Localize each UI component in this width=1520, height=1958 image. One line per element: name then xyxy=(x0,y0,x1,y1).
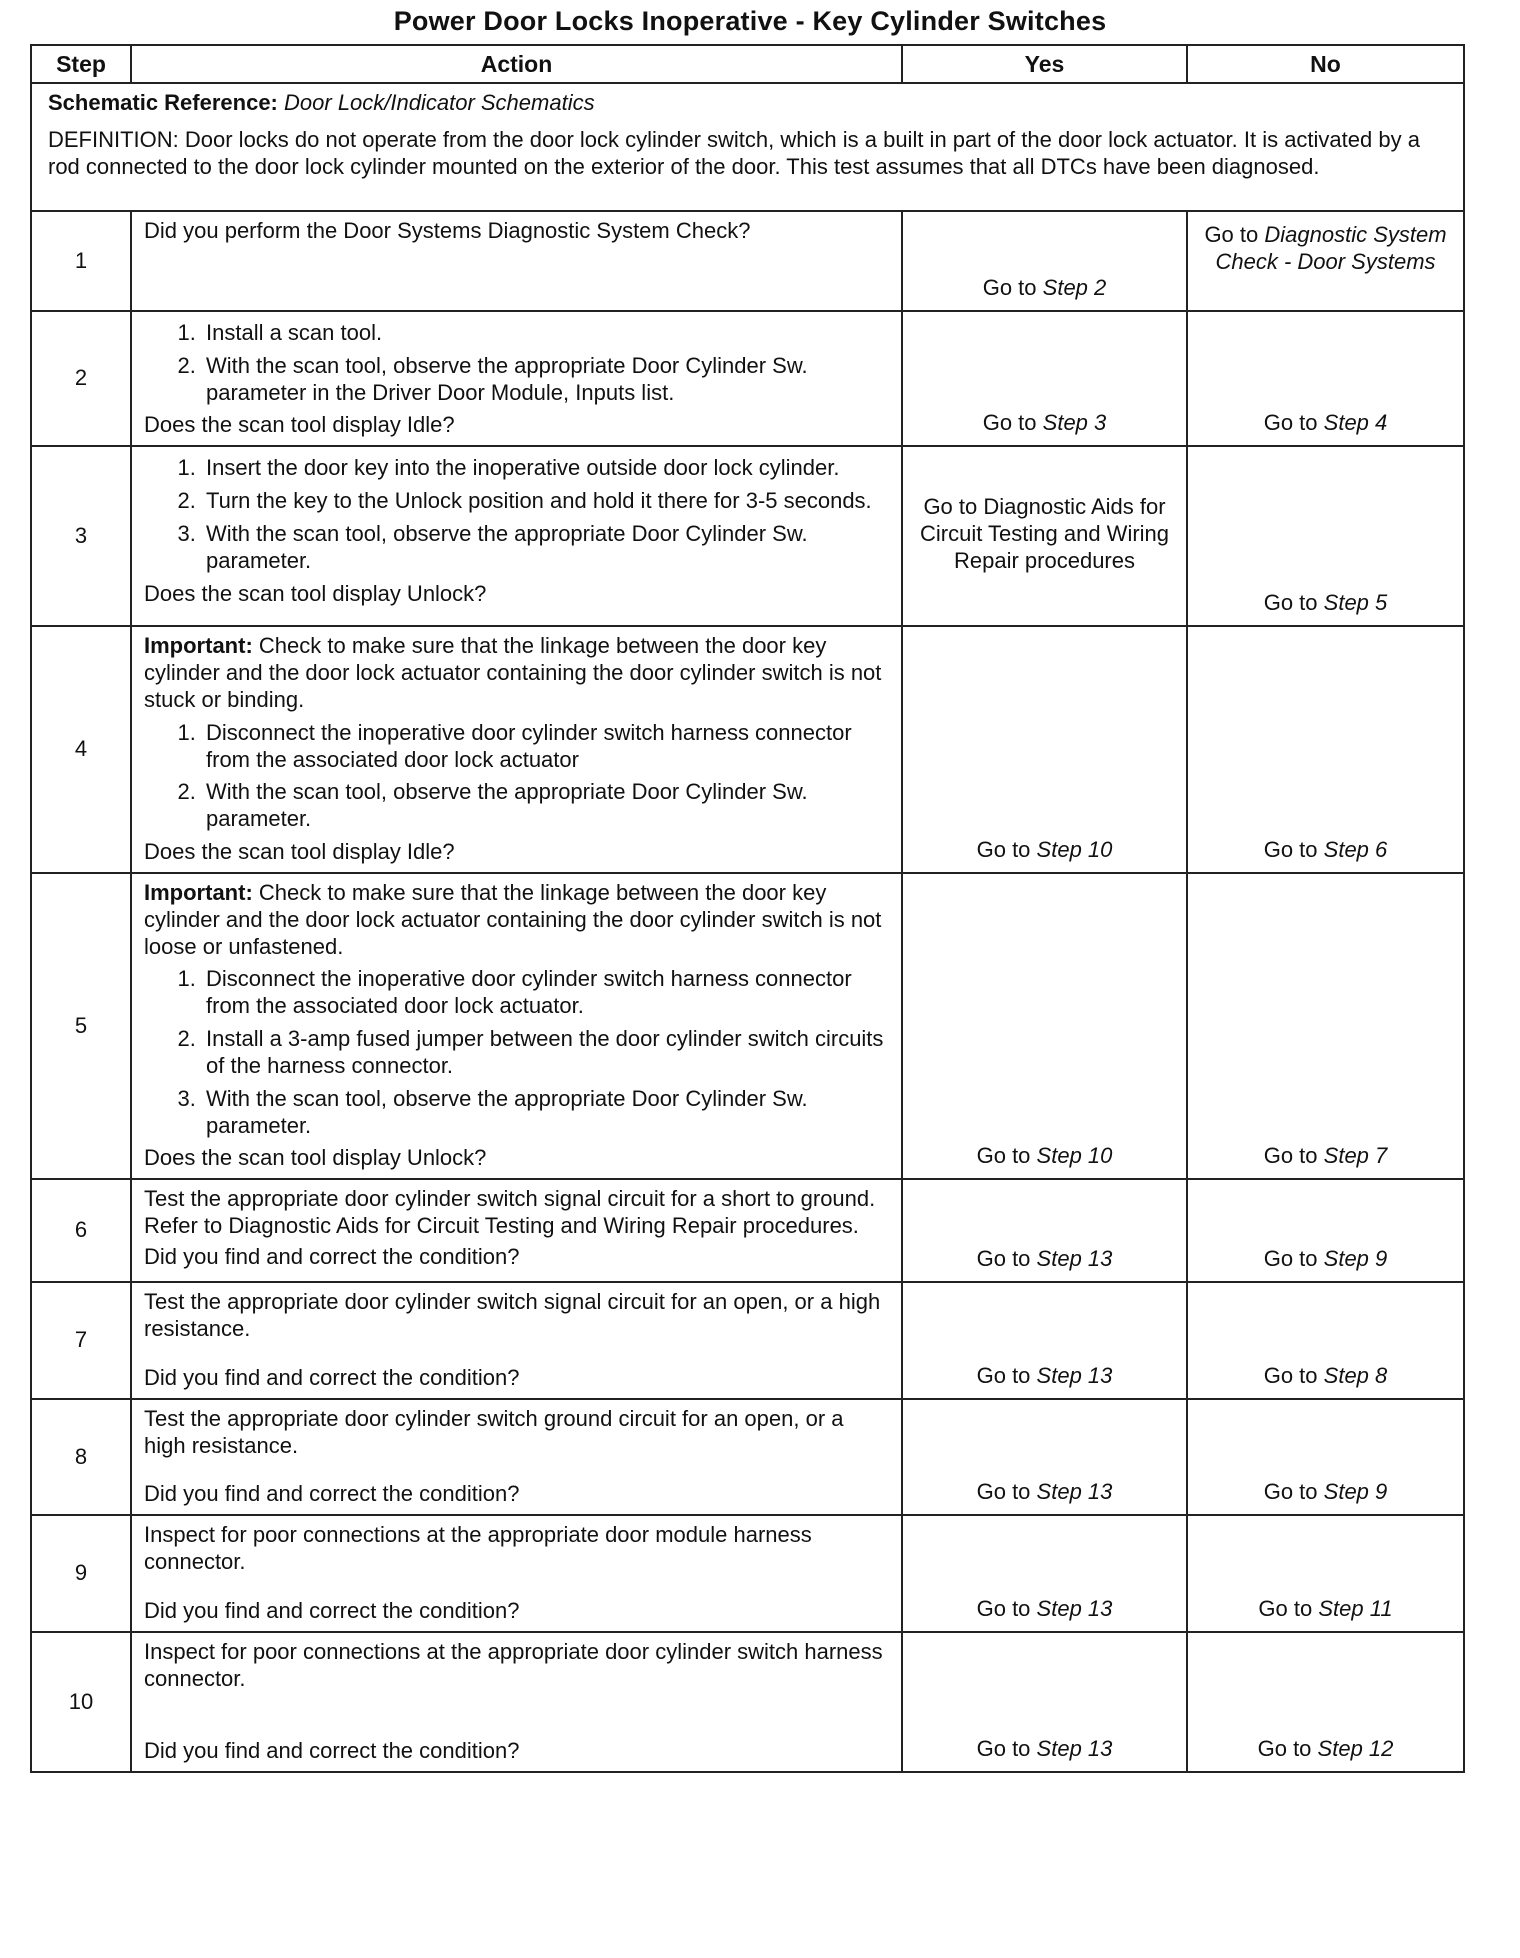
list-item: 2. With the scan tool, observe the appropriate Door Cylinder Sw. parameter in the Driver Door Module, Inputs list. xyxy=(202,353,891,407)
no-step-ref: Step 12 xyxy=(1317,1736,1394,1762)
diagnostic-table xyxy=(30,44,1465,1773)
go-to-label: Go to xyxy=(1204,222,1259,247)
go-to-label: Go to xyxy=(976,1736,1031,1762)
yes-cell xyxy=(902,873,1187,1179)
go-to-label: Go to xyxy=(982,410,1037,436)
no-cell xyxy=(1187,1282,1464,1398)
step-number: 1 xyxy=(31,211,131,311)
go-to-label: Go to xyxy=(1263,1143,1318,1169)
action-text: Test the appropriate door cylinder switch signal circuit for an open, or a high resistance. xyxy=(144,1289,881,1342)
go-to-label: Go to xyxy=(976,1479,1031,1505)
action-list xyxy=(144,320,891,406)
list-item: 3. With the scan tool, observe the appropriate Door Cylinder Sw. parameter. xyxy=(202,521,891,575)
table-row xyxy=(31,1515,1464,1631)
table-row xyxy=(31,211,1464,311)
no-step-ref: Step 5 xyxy=(1323,590,1388,616)
table-row xyxy=(31,1632,1464,1772)
step-question: Did you find and correct the condition? xyxy=(144,1481,520,1507)
action-cell xyxy=(131,1282,902,1398)
yes-step-ref: Step 13 xyxy=(1036,1362,1113,1388)
go-to-label: Go to xyxy=(1263,1362,1318,1388)
step-number: 2 xyxy=(31,311,131,446)
important-note xyxy=(144,633,891,713)
important-text: Check to make sure that the linkage between the door key cylinder and the door lock actuator containing the door cylinder switch is not stuck or binding. xyxy=(144,633,882,712)
yes-cell xyxy=(902,626,1187,873)
no-step-ref: Step 6 xyxy=(1323,837,1388,863)
table-row xyxy=(31,626,1464,873)
action-text: Inspect for poor connections at the appropriate door cylinder switch harness connector. xyxy=(144,1638,883,1691)
schematic-row xyxy=(31,83,1464,211)
header-no: No xyxy=(1187,45,1464,83)
no-cell xyxy=(1187,873,1464,1179)
yes-step-ref: Step 10 xyxy=(1036,837,1113,863)
definition-text: DEFINITION: Door locks do not operate from the door lock cylinder switch, which is a built in part of the door lock actuator. It is activated by a rod connected to the door lock cylinder mounted on the exterior of the door. This test assumes that all DTCs have been diagnosed. xyxy=(48,126,1420,179)
go-to-label: Go to xyxy=(976,1362,1031,1388)
table-row xyxy=(31,311,1464,446)
yes-step-ref: Step 13 xyxy=(1036,1246,1113,1272)
action-text: Test the appropriate door cylinder switch signal circuit for a short to ground. Refer to Diagnostic Aids for Circuit Testing and Wiring Repair procedures. xyxy=(144,1186,876,1239)
go-to-label: Go to xyxy=(1263,410,1318,436)
yes-text: Go to Diagnostic Aids for Circuit Testing and Wiring Repair procedures xyxy=(919,494,1170,573)
no-step-ref: Diagnostic System Check - Door Systems xyxy=(1215,222,1447,274)
schematic-cell xyxy=(31,83,1464,211)
no-step-ref: Step 7 xyxy=(1323,1143,1388,1169)
action-cell xyxy=(131,626,902,873)
schematic-value: Door Lock/Indicator Schematics xyxy=(284,90,595,115)
action-cell xyxy=(131,311,902,446)
important-label: Important: xyxy=(144,879,253,905)
yes-step-ref: Step 3 xyxy=(1042,410,1107,436)
step-question: Did you find and correct the condition? xyxy=(144,1243,520,1269)
action-cell xyxy=(131,873,902,1179)
yes-cell xyxy=(902,311,1187,446)
no-cell xyxy=(1187,446,1464,626)
yes-cell xyxy=(902,446,1187,626)
no-cell xyxy=(1187,1515,1464,1631)
header-yes: Yes xyxy=(902,45,1187,83)
action-text: Inspect for poor connections at the appropriate door module harness connector. xyxy=(144,1522,812,1575)
step-number: 8 xyxy=(31,1399,131,1515)
action-cell xyxy=(131,1399,902,1515)
step-question: Did you perform the Door Systems Diagnostic System Check? xyxy=(144,218,751,243)
list-item: 2. Install a 3-amp fused jumper between the door cylinder switch circuits of the harness connector. xyxy=(202,1026,891,1080)
action-list xyxy=(144,720,891,833)
go-to-label: Go to xyxy=(1258,1595,1313,1621)
go-to-label: Go to xyxy=(1263,590,1318,616)
go-to-label: Go to xyxy=(976,1246,1031,1272)
important-label: Important: xyxy=(144,633,253,659)
step-question: Does the scan tool display Idle? xyxy=(144,839,455,865)
yes-cell xyxy=(902,211,1187,311)
header-step: Step xyxy=(31,45,131,83)
action-list xyxy=(144,455,891,574)
yes-cell xyxy=(902,1179,1187,1282)
step-question: Does the scan tool display Unlock? xyxy=(144,1145,487,1171)
no-cell xyxy=(1187,1632,1464,1772)
important-note xyxy=(144,880,891,960)
go-to-label: Go to xyxy=(1257,1736,1312,1762)
step-number: 6 xyxy=(31,1179,131,1282)
list-item: 1. Insert the door key into the inoperative outside door lock cylinder. xyxy=(202,455,891,482)
step-number: 7 xyxy=(31,1282,131,1398)
go-to-label: Go to xyxy=(976,1595,1031,1621)
yes-step-ref: Step 13 xyxy=(1036,1736,1113,1762)
yes-cell xyxy=(902,1515,1187,1631)
step-number: 10 xyxy=(31,1632,131,1772)
yes-cell xyxy=(902,1399,1187,1515)
step-number: 5 xyxy=(31,873,131,1179)
action-list xyxy=(144,966,891,1139)
schematic-reference xyxy=(48,90,1449,117)
step-number: 4 xyxy=(31,626,131,873)
yes-step-ref: Step 10 xyxy=(1036,1143,1113,1169)
important-text: Check to make sure that the linkage between the door key cylinder and the door lock actuator containing the door cylinder switch is not loose or unfastened. xyxy=(144,879,882,959)
step-question: Does the scan tool display Unlock? xyxy=(144,580,487,606)
list-item: 2. With the scan tool, observe the appropriate Door Cylinder Sw. parameter. xyxy=(202,779,891,833)
step-number: 3 xyxy=(31,446,131,626)
step-question: Does the scan tool display Idle? xyxy=(144,412,455,438)
list-item: 1. Install a scan tool. xyxy=(202,320,891,347)
step-number: 9 xyxy=(31,1515,131,1631)
no-step-ref: Step 9 xyxy=(1323,1246,1388,1272)
no-step-ref: Step 8 xyxy=(1323,1362,1388,1388)
go-to-label: Go to xyxy=(982,275,1037,301)
table-row xyxy=(31,1282,1464,1398)
yes-cell xyxy=(902,1282,1187,1398)
action-cell xyxy=(131,446,902,626)
no-cell xyxy=(1187,211,1464,311)
action-text: Test the appropriate door cylinder switch ground circuit for an open, or a high resistance. xyxy=(144,1405,844,1458)
list-item: 3. With the scan tool, observe the appropriate Door Cylinder Sw. parameter. xyxy=(202,1086,891,1140)
action-cell xyxy=(131,1179,902,1282)
no-step-ref: Step 9 xyxy=(1323,1479,1388,1505)
schematic-label: Schematic Reference: xyxy=(48,90,278,115)
step-question: Did you find and correct the condition? xyxy=(144,1364,520,1390)
list-item: 2. Turn the key to the Unlock position and hold it there for 3-5 seconds. xyxy=(202,488,891,515)
list-item: 1. Disconnect the inoperative door cylinder switch harness connector from the associated door lock actuator. xyxy=(202,966,891,1020)
table-row xyxy=(31,873,1464,1179)
go-to-label: Go to xyxy=(1263,837,1318,863)
header-action: Action xyxy=(131,45,902,83)
table-row xyxy=(31,1179,1464,1282)
action-cell xyxy=(131,211,902,311)
yes-cell xyxy=(902,1632,1187,1772)
page-title: Power Door Locks Inoperative - Key Cylinder Switches xyxy=(393,6,1107,36)
table-row xyxy=(31,1399,1464,1515)
step-question: Did you find and correct the condition? xyxy=(144,1597,520,1623)
action-cell xyxy=(131,1632,902,1772)
go-to-label: Go to xyxy=(976,1143,1031,1169)
go-to-label: Go to xyxy=(1263,1479,1318,1505)
go-to-label: Go to xyxy=(976,837,1031,863)
table-row xyxy=(31,446,1464,626)
no-step-ref: Step 11 xyxy=(1318,1595,1393,1621)
no-step-ref: Step 4 xyxy=(1323,410,1388,436)
no-cell xyxy=(1187,1399,1464,1515)
action-cell xyxy=(131,1515,902,1631)
yes-step-ref: Step 2 xyxy=(1042,275,1107,301)
step-question: Did you find and correct the condition? xyxy=(144,1738,520,1764)
go-to-label: Go to xyxy=(1263,1246,1318,1272)
list-item: 1. Disconnect the inoperative door cylinder switch harness connector from the associated door lock actuator xyxy=(202,720,891,774)
no-cell xyxy=(1187,1179,1464,1282)
yes-step-ref: Step 13 xyxy=(1036,1479,1113,1505)
header-row xyxy=(31,45,1464,83)
yes-step-ref: Step 13 xyxy=(1036,1595,1113,1621)
no-cell xyxy=(1187,311,1464,446)
no-cell xyxy=(1187,626,1464,873)
